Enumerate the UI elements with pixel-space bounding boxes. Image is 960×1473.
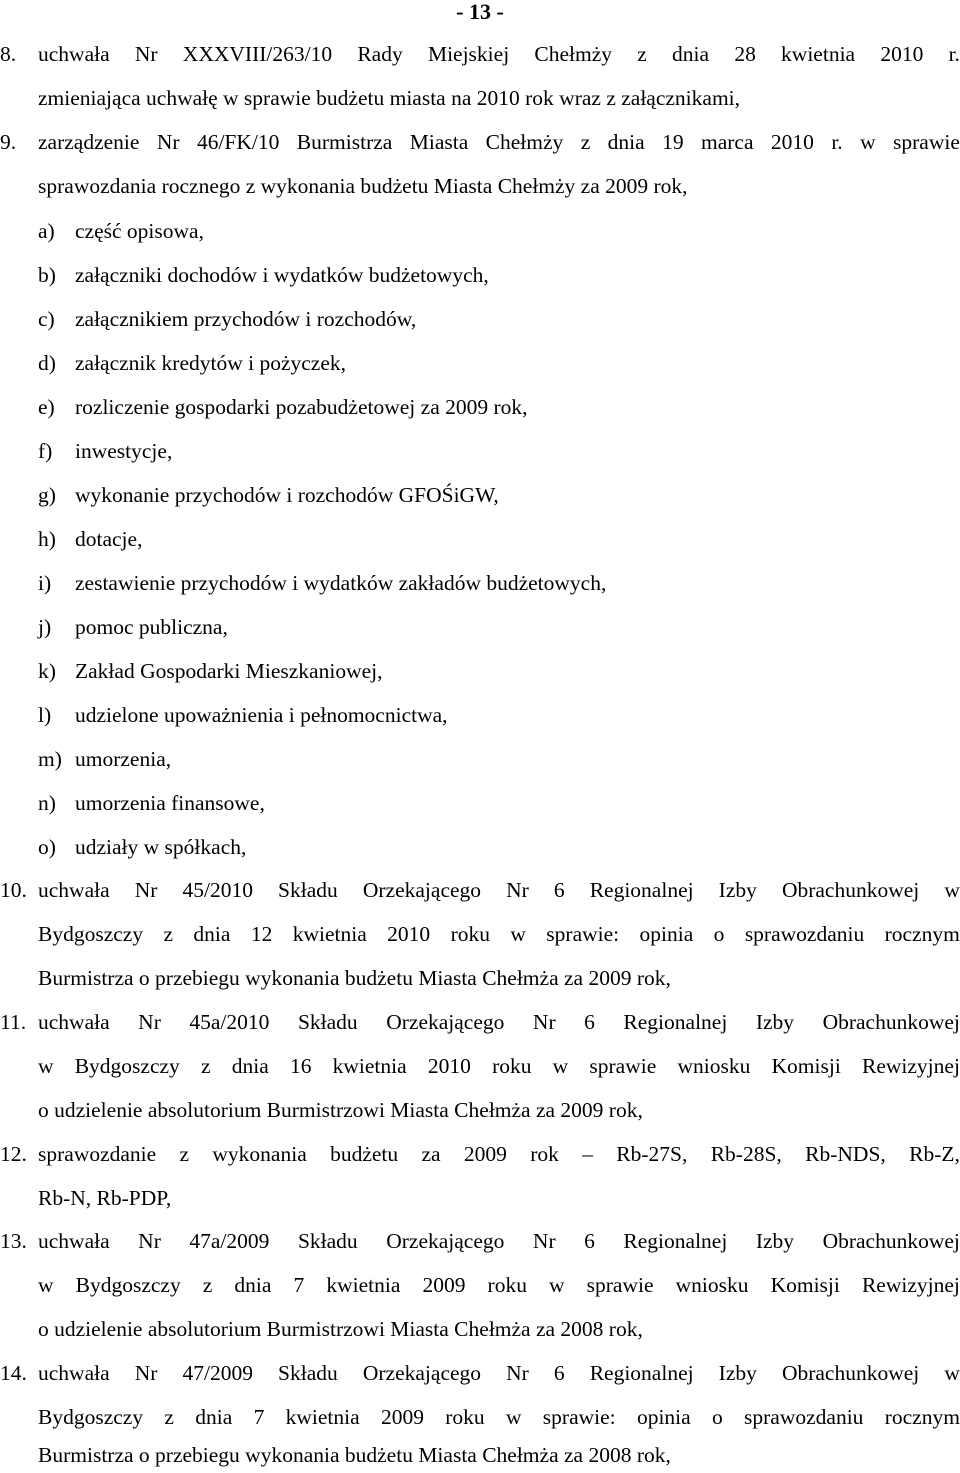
item-line: Bydgoszczy z dnia 7 kwietnia 2009 roku w sprawie: opinia o sprawozdaniu rocznym bbox=[38, 1405, 960, 1429]
item-line: uchwała Nr 47/2009 Składu Orzekającego Nr 6 Regionalnej Izby Obrachunkowej w bbox=[38, 1361, 960, 1385]
sub-item-text: inwestycje, bbox=[75, 439, 173, 463]
sub-item-text: załączniki dochodów i wydatków budżetowych, bbox=[75, 263, 489, 287]
sub-item-text: rozliczenie gospodarki pozabudżetowej za 2009 rok, bbox=[75, 395, 528, 419]
sub-item-text: umorzenia finansowe, bbox=[75, 791, 265, 815]
sub-item-letter: f) bbox=[38, 439, 53, 463]
item-line: Burmistrza o przebiegu wykonania budżetu Miasta Chełmża za 2008 rok, bbox=[38, 1443, 671, 1467]
item-line: w Bydgoszczy z dnia 16 kwietnia 2010 roku w sprawie wniosku Komisji Rewizyjnej bbox=[38, 1054, 960, 1078]
sub-item-letter: k) bbox=[38, 659, 56, 683]
sub-item-text: Zakład Gospodarki Mieszkaniowej, bbox=[75, 659, 383, 683]
item-line: zarządzenie Nr 46/FK/10 Burmistrza Miasta Chełmży z dnia 19 marca 2010 r. w sprawie bbox=[38, 130, 960, 154]
item-line: uchwała Nr 47a/2009 Składu Orzekającego Nr 6 Regionalnej Izby Obrachunkowej bbox=[38, 1229, 960, 1253]
sub-item-letter: n) bbox=[38, 791, 56, 815]
item-line: Bydgoszczy z dnia 12 kwietnia 2010 roku w sprawie: opinia o sprawozdaniu rocznym bbox=[38, 922, 960, 946]
item-line: uchwała Nr 45/2010 Składu Orzekającego Nr 6 Regionalnej Izby Obrachunkowej w bbox=[38, 878, 960, 902]
sub-item-text: udzielone upoważnienia i pełnomocnictwa, bbox=[75, 703, 448, 727]
sub-item-letter: c) bbox=[38, 307, 55, 331]
sub-item-text: dotacje, bbox=[75, 527, 143, 551]
sub-item-text: pomoc publiczna, bbox=[75, 615, 228, 639]
item-line: sprawozdanie z wykonania budżetu za 2009 rok – Rb-27S, Rb-28S, Rb-NDS, Rb-Z, bbox=[38, 1142, 960, 1166]
sub-item-letter: g) bbox=[38, 483, 56, 507]
sub-item-text: zestawienie przychodów i wydatków zakładów budżetowych, bbox=[75, 571, 607, 595]
item-line: Rb-N, Rb-PDP, bbox=[38, 1186, 172, 1210]
item-line: sprawozdania rocznego z wykonania budżetu Miasta Chełmży za 2009 rok, bbox=[38, 174, 688, 198]
sub-item-text: umorzenia, bbox=[75, 747, 172, 771]
sub-item-letter: i) bbox=[38, 571, 52, 595]
sub-item-letter: d) bbox=[38, 351, 56, 375]
sub-item-letter: o) bbox=[38, 835, 56, 859]
sub-item-letter: a) bbox=[38, 219, 55, 243]
sub-item-letter: l) bbox=[38, 703, 52, 727]
item-line: uchwała Nr XXXVIII/263/10 Rady Miejskiej Chełmży z dnia 28 kwietnia 2010 r. bbox=[38, 42, 960, 66]
item-number: 11. bbox=[0, 1010, 27, 1034]
sub-item-text: wykonanie przychodów i rozchodów GFOŚiGW, bbox=[75, 483, 499, 507]
item-number: 9. bbox=[0, 130, 17, 154]
item-line: o udzielenie absolutorium Burmistrzowi Miasta Chełmża za 2008 rok, bbox=[38, 1317, 643, 1341]
sub-item-letter: b) bbox=[38, 263, 56, 287]
sub-item-text: załącznikiem przychodów i rozchodów, bbox=[75, 307, 417, 331]
item-number: 12. bbox=[0, 1142, 27, 1166]
sub-item-letter: j) bbox=[38, 615, 52, 639]
item-line: zmieniająca uchwałę w sprawie budżetu miasta na 2010 rok wraz z załącznikami, bbox=[38, 86, 741, 110]
item-number: 13. bbox=[0, 1229, 27, 1253]
item-number: 8. bbox=[0, 42, 17, 66]
sub-item-text: część opisowa, bbox=[75, 219, 204, 243]
item-number: 10. bbox=[0, 878, 27, 902]
page-number: - 13 - bbox=[456, 0, 504, 24]
item-number: 14. bbox=[0, 1361, 27, 1385]
sub-item-letter: h) bbox=[38, 527, 56, 551]
item-line: Burmistrza o przebiegu wykonania budżetu Miasta Chełmża za 2009 rok, bbox=[38, 966, 671, 990]
sub-item-text: udziały w spółkach, bbox=[75, 835, 247, 859]
item-line: o udzielenie absolutorium Burmistrzowi Miasta Chełmża za 2009 rok, bbox=[38, 1098, 643, 1122]
sub-item-letter: m) bbox=[38, 747, 62, 771]
item-line: w Bydgoszczy z dnia 7 kwietnia 2009 roku w sprawie wniosku Komisji Rewizyjnej bbox=[38, 1273, 960, 1297]
sub-item-letter: e) bbox=[38, 395, 55, 419]
item-line: uchwała Nr 45a/2010 Składu Orzekającego Nr 6 Regionalnej Izby Obrachunkowej bbox=[38, 1010, 960, 1034]
sub-item-text: załącznik kredytów i pożyczek, bbox=[75, 351, 347, 375]
